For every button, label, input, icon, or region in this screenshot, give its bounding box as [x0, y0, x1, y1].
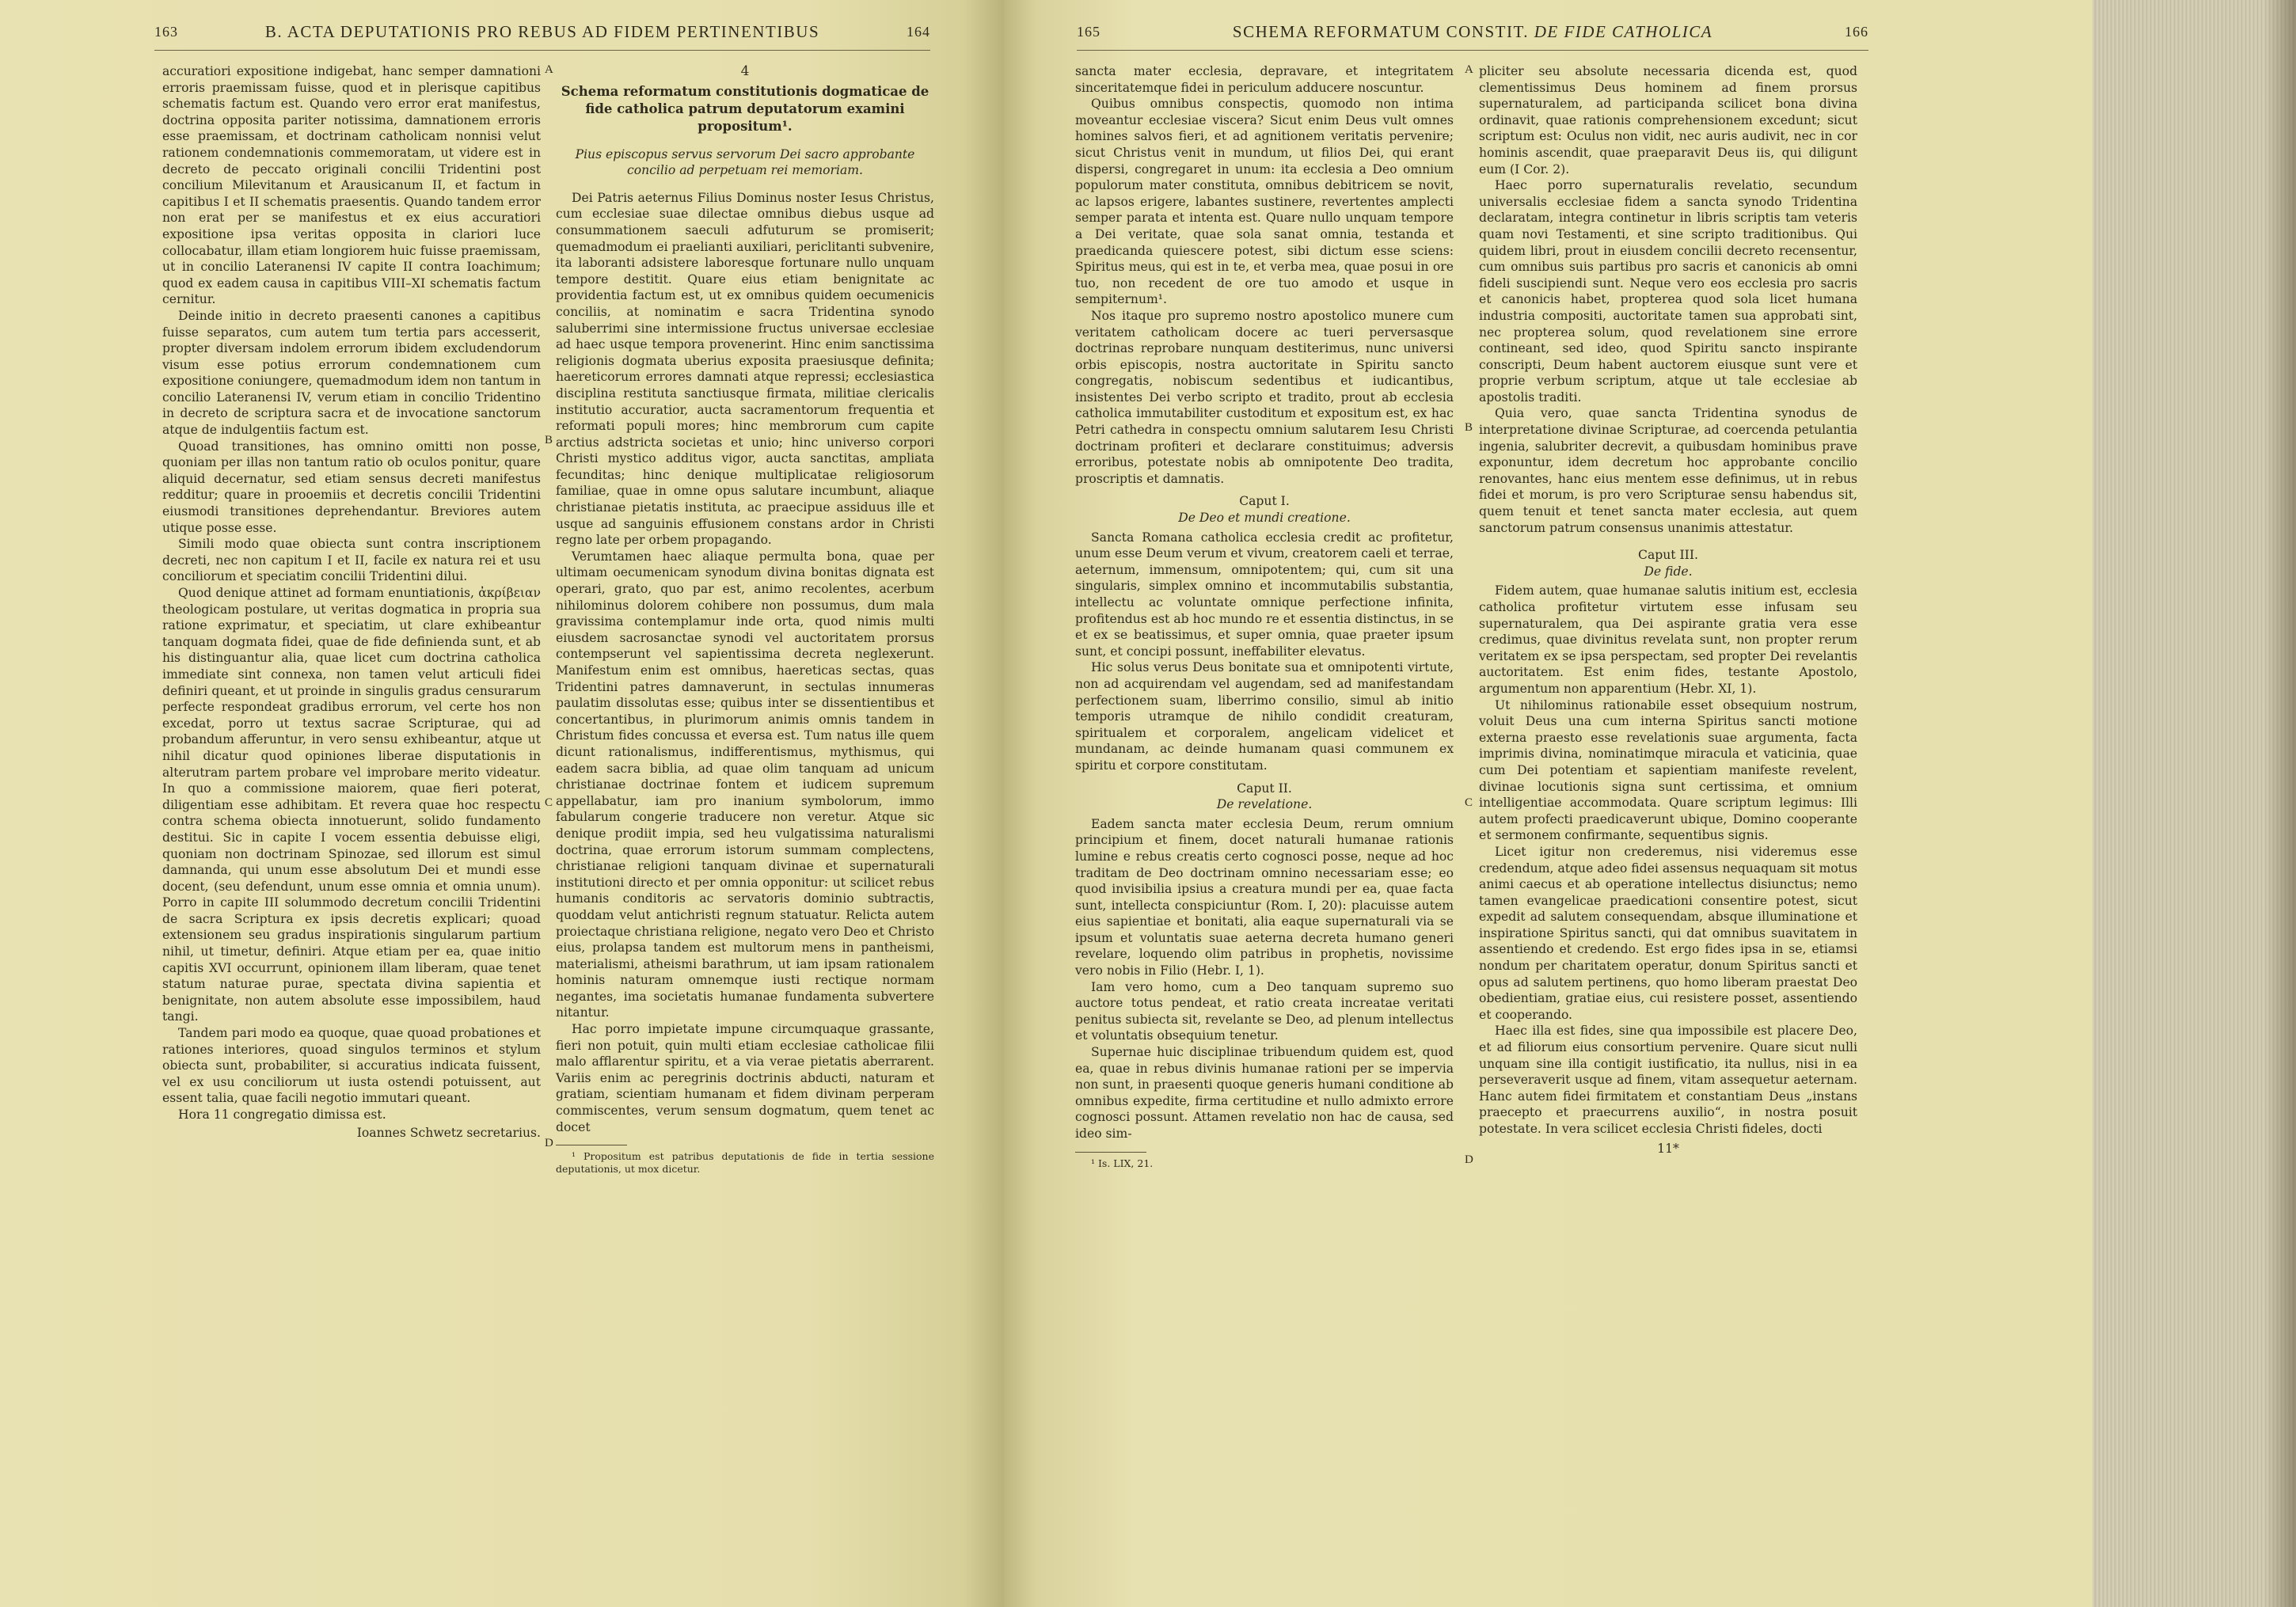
margin-mark-c: C: [545, 796, 553, 809]
paragraph: Fidem autem, quae humanae salutis initium est, ecclesia catholica profitetur virtutem esse infusam seu supernaturalem, qua Dei aspirante gratia vera esse credimus, quae divinitus revelata sunt, non propter rerum veritatem ex se ipsa perspectam, sed propter Dei revelantis auctoritatem. Est enim fides, testante Apostolo, argumentum non apparentium (Hebr. XI, 1).: [1479, 583, 1857, 696]
paragraph: Hic solus verus Deus bonitate sua et omnipotenti virtute, non ad acquirendam vel augendam, sed ad manifestandam perfectionem suam, liberrimo consilio, simul ab initio temporis utramque de nihilo condidit creaturam, spiritualem et corporalem, angelicam videlicet et mundanam, ac deinde humanam quasi communem ex spiritu et corpore constitutam.: [1075, 660, 1454, 773]
right-page: [1004, 0, 2093, 1607]
margin-mark-a: A: [545, 63, 553, 76]
left-page-column-1: [162, 63, 541, 1141]
paragraph: Eadem sancta mater ecclesia Deum, rerum omnium principium et finem, docet naturali humanae rationis lumine e rebus creatis certo cognosci posse, neque ad hoc traditam de Deo doctrinam omnino necessariam esse; eo quod invisibilia ipsius a creatura mundi per ea, quae facta sunt, intellecta conspiciuntur (Rom. I, 20): placuisse autem eius sapientiae et bonitati, alia eaque supernaturali via se ipsum et voluntatis suae aeterna decreta humano generi revelare, loquendo olim patribus in prophetis, novissime vero nobis in Filio (Hebr. I, 1).: [1075, 816, 1454, 978]
left-page: [0, 0, 1004, 1607]
paragraph: Hac porro impietate impune circumquaque grassante, fieri non potuit, quin multi etiam ecclesiae catholicae filii malo afflarentur spiritu, et a via verae pietatis aberrarent. Variis enim ac peregrinis doctrinis abducti, naturam et gratiam, scientiam humanam et fidem divinam perperam commiscentes, verum sensum dogmatum, quem tenet ac docet: [556, 1022, 934, 1134]
margin-mark-b: B: [1465, 421, 1473, 434]
paragraph: pliciter seu absolute necessaria dicenda est, quod clementissimus Deus hominem ad finem prorsus supernaturalem, ad participanda scilicet bona divina ordinavit, quae rationis comprehensionem excedunt; sicut scriptum est: Oculus non vidit, nec auris audivit, nec in cor hominis ascendit, quae praeparavit Deus iis, qui diligunt eum (I Cor. 2).: [1479, 64, 1857, 177]
page-number-163: 163: [154, 23, 178, 40]
running-title-right: [1100, 22, 1845, 42]
paragraph: Ut nihilominus rationabile esset obsequium nostrum, voluit Deus una cum interna Spiritus sancti motione externa praesto esse revelationis suae argumenta, facta imprimis divina, nominatimque miracula et vaticinia, quae cum Dei potentiam et sapientiam manifeste revelent, divinae locutionis signa sunt certissima, et omnium intelligentiae accommodata. Quare scriptum legimus: Illi autem profecti praedicaverunt ubique, Domino cooperante et sermonem confirmante, sequentibus signis.: [1479, 697, 1857, 843]
paragraph: Verumtamen haec aliaque permulta bona, quae per ultimam oecumenicam synodum divina bonitas dignata est operari, grato, quo par est, animo recolentes, acerbum nihilominus dolorem cohibere non possumus, dum mala gravissima contemplamur inde orta, quod nimis multi eiusdem sacrosanctae synodi vel auctoritatem prorsus contempserunt vel sapientissima decreta neglexerunt. Manifestum enim est omnibus, haereticas sectas, quas Tridentini patres damnaverunt, in sectulas innumeras paulatim dissolutas esse; quibus inter se dissentientibus et concertantibus, in plurimorum animis omnis tandem in Christum fides concussa et eversa est. Tum natus ille quem dicunt rationalismus, indifferentismus, mythismus, qui eadem sacra biblia, ad quae olim tanquam ad unicum christianae doctrinae fontem et iudicem supremum appellabatur, iam pro inanium symbolorum, immo fabularum congerie traducere non veretur. Atque sic denique prodiit impia, sed heu vulgatissima naturalismi doctrina, quae errorum istorum summam complectens, christianae religioni tanquam divinae et supernaturali institutioni directo et per omnia opponitur: ut scilicet rebus humanis conditoris ac servatoris dominio subtractis, quoddam velut antichristi regnum statuatur. Relicta autem proiectaque christiana religione, negato vero Deo et Christo eius, prolapsa tandem est multorum mens in pantheismi, materialismi, atheismi barathrum, ut iam ipsam rationalem hominis naturam omnemque iusti rectique normam negantes, ima societatis humanae fundamenta subvertere nitantur.: [556, 549, 934, 1020]
paragraph: Iam vero homo, cum a Deo tanquam supremo suo auctore totus pendeat, et ratio creata increatae veritati penitus subiecta sit, revelante se Deo, ad plenum intellectus et voluntatis obsequium tenetur.: [1075, 979, 1454, 1043]
running-title-main: SCHEMA REFORMATUM CONSTIT.: [1232, 21, 1534, 41]
left-page-column-2: [556, 63, 934, 1176]
paragraph: Haec illa est fides, sine qua impossibile est placere Deo, et ad filiorum eius consortium pervenire. Quare sicut nulli unquam sine illa contigit iustificatio, ita nullus, nisi in ea perseveraverit usque ad finem, vitam assequetur aeternam. Hanc autem fidei firmitatem et constantiam Deus „instans praecepto et praecurrens auxilio“, in nostra posuit potestate. In vera scilicet ecclesia Christi fideles, docti: [1479, 1024, 1857, 1136]
secretary-signature: Ioannes Schwetz secretarius.: [356, 1125, 541, 1140]
chapter-heading-3: Caput III.: [1638, 548, 1698, 563]
page-number-164: 164: [907, 23, 930, 40]
paragraph: Tandem pari modo ea quoque, quae quoad probationes et rationes interiores, quoad singulos terminos et stylum obiecta sunt, probabiliter, si accuratius indicata fuissent, vel ex usu conciliorum ut iusta ostendi potuissent, aut essent talia, quae facili negotio immutari queant.: [162, 1026, 541, 1106]
margin-mark-d: D: [545, 1137, 553, 1149]
footnote-rule: [1075, 1152, 1146, 1153]
book-page-edges: [2093, 0, 2296, 1607]
margin-mark-c: C: [1465, 796, 1473, 809]
paragraph: accuratiori expositione indigebat, hanc semper damnationi erroris praemissam fuisse, quod et in plerisque capitibus schematis factum est. Quando vero error erat manifestus, doctrina opposita pariter notissima, damnationem erroris esse praemissam, et doctrinam catholicam nonnisi velut rationem condemnationis commemoratam, ut videre est in decreto de peccato originali concilii Tridentini post concilium Milevitanum et Arausicanum II, et factum in capitibus I et II schematis praesentis. Quando tandem error non erat per se manifestus et ex eius accuratiori expositione ipsa veritas opposita in clariori luce collocabatur, illam etiam longiorem huic fuisse praemissam, ut in concilio Lateranensi IV capite II contra Ioachimum; quod ex eadem causa in capitibus VIII–XI schematis factum cernitur.: [162, 64, 541, 307]
signature-mark: 11*: [1657, 1141, 1679, 1156]
header-rule: [1077, 50, 1868, 51]
paragraph: Nos itaque pro supremo nostro apostolico munere cum veritatem catholicam docere ac tueri perversasque doctrinas reprobare nunquam destiterimus, nunc universi orbis episcopis, nostra auctoritate in Spiritu sancto congregatis, nobiscum sedentibus et iudicantibus, insistentes Dei verbo scripto et tradito, prout ab ecclesia catholica immutabiliter custoditum et expositum est, ex hac Petri cathedra in conspectu omnium salutarem Iesu Christi doctrinam profiteri et declarare constituimus; adversis erroribus, potestate nobis ab omnipotente Deo tradita, proscriptis et damnatis.: [1075, 308, 1454, 486]
header-rule: [154, 50, 930, 51]
running-title-italic: DE FIDE CATHOLICA: [1534, 21, 1713, 41]
chapter-heading-2: Caput II.: [1237, 781, 1292, 796]
paragraph: Sancta Romana catholica ecclesia credit ac profitetur, unum esse Deum verum et vivum, creatorem caeli et terrae, aeternum, immensum, omnipotentem; qui, cum sit una singularis, simplex omnino et incommutabilis substantia, intellectu ac voluntate omnique perfectione infinita, profitendus est ab hoc mundo re et essentia distinctus, in se et ex se beatissimus, et super omnia, quae praeter ipsum sunt, et concipi possunt, ineffabiliter elevatus.: [1075, 530, 1454, 659]
margin-mark-b: B: [545, 434, 553, 446]
right-page-column-1: [1075, 63, 1454, 1170]
chapter-subtitle-3: De fide.: [1644, 564, 1693, 579]
page-number-165: 165: [1077, 23, 1100, 40]
chapter-subtitle-2: De revelatione.: [1216, 797, 1313, 812]
paragraph: Quoad transitiones, has omnino omitti non posse, quoniam per illas non tantum ratio ob oculos ponitur, quare aliquid decernatur, sed etiam sensus decreti manifestus redditur; quare in prooemiis et decretis concilii Tridentini eiusmodi transitiones deprehendantur. Breviores autem utique posse esse.: [162, 439, 541, 535]
right-page-header: [1077, 16, 1868, 47]
margin-mark-d: D: [1465, 1153, 1473, 1166]
paragraph: Simili modo quae obiecta sunt contra inscriptionem decreti, nec non capitum I et II, facile ex natura rei et usu conciliorum et speciatim concilii Tridentini dilui.: [162, 537, 541, 584]
paragraph: Deinde initio in decreto praesenti canones a capitibus fuisse separatos, cum autem tum tertia pars accesserit, propter diversam indolem errorum ibidem excludendorum visum esse potius errorum condemnationem cum expositione coniungere, quemadmodum idem non tantum in concilio Lateranensi IV, verum etiam in concilio Tridentino in decreto de scriptura sacra et de invocatione sanctorum atque de indulgentiis factum est.: [162, 308, 541, 438]
right-page-column-2: [1479, 63, 1857, 1157]
margin-mark-a: A: [1465, 63, 1473, 76]
papal-intitulation: Pius episcopus servus servorum Dei sacro approbante concilio ad perpetuam rei memoriam.: [575, 146, 915, 178]
paragraph: Haec porro supernaturalis revelatio, secundum universalis ecclesiae fidem a sancta synodo Tridentina declaratam, integra continetur in libris scriptis tam veteris quam novi Testamenti, et sine scripto traditionibus. Qui quidem libri, prout in eiusdem concilii decreto recensentur, cum omnibus suis partibus pro sacris et canonicis ab omni fideli suscipiendi sunt. Neque vero eos ecclesia pro sacris et canonicis habet, propterea quod sola licet humana industria compositi, auctoritate tamen sua approbati sint, nec propterea solum, quod revelationem sine errore contineant, sed ideo, quod Spiritu sancto inspirante conscripti, Deum habent auctorem eiusque sunt vere et proprie verbum scriptum, atque ut tale ecclesiae ab apostolis traditi.: [1479, 178, 1857, 405]
paragraph: Supernae huic disciplinae tribuendum quidem est, quod ea, quae in rebus divinis humanae rationi per se impervia non sunt, in praesenti quoque generis humani conditione ab omnibus expedite, firma certitudine et nullo admixto errore cognosci possunt. Attamen revelatio non hac de causa, sed ideo sim-: [1075, 1045, 1454, 1141]
footnote: ¹ Is. LIX, 21.: [1091, 1157, 1154, 1169]
paragraph: sancta mater ecclesia, depravare, et integritatem sinceritatemque fidei in periculum adducere noscuntur.: [1075, 64, 1454, 95]
page-number-166: 166: [1845, 23, 1868, 40]
schema-heading: Schema reformatum constitutionis dogmaticae de fide catholica patrum deputatorum examini propositum¹.: [561, 83, 929, 134]
left-page-header: [154, 16, 930, 47]
chapter-heading-1: Caput I.: [1239, 494, 1290, 509]
paragraph: Quia vero, quae sancta Tridentina synodus de interpretatione divinae Scripturae, ad coercenda petulantia ingenia, salubriter decrevit, a quibusdam hominibus prave exponuntur, idem decretum hoc approbante concilio renovantes, hanc eius mentem esse definimus, ut in rebus fidei et morum, is pro vero Scripturae sensu habendus sit, quem tenuit et tenet sancta mater ecclesia, aut quem sanctorum patrum consensus unanimis attestatur.: [1479, 406, 1857, 535]
paragraph: Hora 11 congregatio dimissa est.: [178, 1107, 386, 1122]
paragraph: Quod denique attinet ad formam enuntiationis, ἀκρίβειαν theologicam postulare, ut veritas dogmatica in propria sua ratione exprimatur, et speciatim, ut clare exhibeantur tanquam dogmata fidei, quae de fide definienda sunt, et ab his distinguantur alia, quae licet cum doctrina catholica immediate sint connexa, non tamen velut articuli fidei definiri queant, et ut proinde in singulis gradus censurarum perfecte respondeat gradibus errorum, vel certe hos non excedat, porro ut textus sacrae Scripturae, qui ad probandum afferuntur, in vero sensu exhibeantur, atque ut nihil dicatur quod opiniones liberae disputationis in alterutram partem probare vel improbare merito videatur. In quo a commissione maiorem, quae fieri poterat, diligentiam esse adhibitam. Et revera quae hoc respectu contra schema obiecta innotuerunt, solido fundamento destitui. Sic in capite I vocem essentia debuisse eligi, quoniam non doctrinam Spinozae, sed illorum est simul damnanda, qui unum esse absolutum Dei et mundi esse docent, (seu defendunt, unum esse omnia et omnia unum). Porro in capite III solummodo decretum concilii Tridentini de sacra Scriptura ex ipsis decretis explicari; quoad extensionem seu gradus inspirationis singularum partium nihil, ut timetur, definiri. Atque etiam per ea, quae initio capitis XVI occurrunt, opinionem illam liberam, quae tenet statum naturae purae, spectata divina sapientia et benignitate, non autem absolute esse impossibilem, haud tangi.: [162, 586, 541, 1024]
paragraph: Dei Patris aeternus Filius Dominus noster Iesus Christus, cum ecclesiae suae dilectae omnibus diebus usque ad consummationem saeculi adfuturum se promiserit; quemadmodum ei praelianti auxiliari, periclitanti subvenire, ita laboranti adsistere laboresque fortunare nullo unquam tempore destitit. Quare eius etiam benignitate ac providentia factum est, ut ex omnibus quidem oecumenicis conciliis, at nominatim e sacra Tridentina synodo saluberrimi sine intermissione fructus universae ecclesiae ad haec usque tempora provenerint. Hinc enim sanctissima religionis dogmata uberius exposita praesiusque definita; haereticorum errores damnati atque repressi; ecclesiastica disciplina restituta sanctiusque firmata, militiae clericalis institutio accuratior, aucta sacramentorum frequentia et reformati populi mores; hinc membrorum cum capite arctius adstricta societas et unio; hinc universo corpori Christi mystico additus vigor, aucta sanctitas, ampliata fecunditas; hinc denique multiplicatae religiosorum familiae, quae in omne opus salutare incumbunt, aliaque christianae pietatis instituta, ac praecipue assiduus ille et usque ad sanguinis effusionem constans ardor in Christi regno late per orbem propagando.: [556, 190, 934, 548]
running-title-left: B. ACTA DEPUTATIONIS PRO REBUS AD FIDEM PERTINENTIBUS: [264, 21, 820, 41]
paragraph: Quibus omnibus conspectis, quomodo non intima moveantur ecclesiae viscera? Sicut enim Deus vult omnes homines salvos fieri, et ad agnitionem veritatis pervenire; sicut Christus venit in mundum, ut filios Dei, qui erant dispersi, congregaret in unum: ita ecclesia a Deo omnium populorum mater constituta, omnibus debitricem se novit, ac lapsos erigere, labantes sustinere, revertentes amplecti semper parata et intenta est. Quare nullo unquam tempore a Dei veritate, quae sola sanat omnia, testanda et praedicanda quiescere potest, sibi dictum esse sciens: Spiritus meus, qui est in te, et verba mea, quae posui in ore tuo, non recedent de ore tuo amodo et usque in sempiternum¹.: [1075, 97, 1454, 307]
footnote: ¹ Propositum est patribus deputationis de fide in tertia sessione deputationis, ut mox dicetur.: [556, 1150, 934, 1176]
paragraph: Licet igitur non crederemus, nisi videremus esse credendum, atque adeo fidei assensus nequaquam sit motus animi caecus et ab operatione intellectus disiunctus; nemo tamen evangelicae praedicationi consentire potest, sicut expedit ad salutem consequendam, absque illuminatione et inspiratione Spiritus sancti, qui dat omnibus suavitatem in assentiendo et credendo. Est ergo fides ipsa in se, etiamsi nondum per charitatem operatur, donum Spiritus sancti et opus ad salutem pertinens, quo homo liberam praestat Deo obedientiam, gratiae eius, cui resistere posset, assentiendo et cooperando.: [1479, 844, 1857, 1022]
document-number: 4: [740, 63, 750, 79]
chapter-subtitle-1: De Deo et mundi creatione.: [1178, 511, 1351, 526]
